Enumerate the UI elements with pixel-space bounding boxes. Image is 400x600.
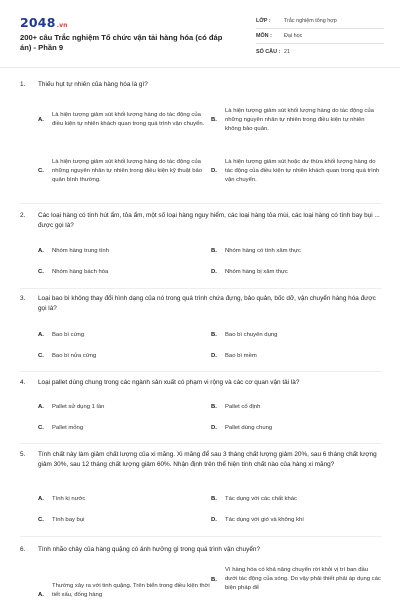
option-text: Bao bì cứng [52, 331, 85, 338]
option-text: Nhóm hàng bách hóa [52, 268, 109, 275]
option-text: Là hiện tượng giảm sút khối lượng hàng do tác động của điều kiện tự nhiên khách quan trong quá trình vận chuyển. [52, 112, 205, 127]
question-number: 1. [20, 81, 26, 88]
question-text: Tính nhão chảy của hàng quặng có ảnh hưởng gì trong quá trình vận chuyển? [38, 546, 261, 553]
option-letter: D. [211, 352, 217, 359]
answer-option-c[interactable] [38, 351, 210, 361]
meta-key: LỚP : [256, 18, 271, 24]
answer-option-b[interactable] [211, 402, 381, 412]
answer-option-b[interactable] [211, 330, 381, 340]
option-text: Vì hàng hóa có khả năng chuyển rời khỏi vị trí ban đầu dưới tác động của sóng. Do vậy phải thiết phải áp dụng các biện pháp để [225, 567, 381, 591]
option-letter: B. [211, 403, 217, 410]
question-1 [20, 80, 380, 90]
option-text: Tác dụng với gió và không khí [225, 516, 304, 523]
question-separator [20, 536, 382, 537]
question-5 [20, 450, 380, 470]
option-letter: B. [211, 577, 217, 583]
option-text: Pallet mỏng [52, 424, 84, 431]
answer-option-d[interactable] [211, 351, 381, 361]
question-text: Các loại hàng có tính hút ẩm, tỏa ẩm, một số loại hàng nguy hiểm, các loại hàng tỏa mùi, các loại hàng có tính bay bụi ... được gọi là? [38, 212, 380, 229]
option-text: Tác dụng với các chất khác [225, 495, 297, 502]
meta-value: 21 [284, 48, 290, 55]
question-number: 6. [20, 546, 26, 553]
question-text: Thiếu hụt tự nhiên của hàng hóa là gì? [38, 81, 148, 88]
option-text: Nhóm hàng trung tính [52, 247, 109, 254]
site-logo[interactable] [20, 15, 68, 30]
option-letter: D. [211, 516, 217, 523]
option-letter: B. [211, 116, 217, 123]
question-text: Loại bao bì không thay đổi hình dạng của nó trong quá trình chứa đựng, bảo quản, bốc dỡ, vận chuyển hàng hóa được gọi là? [38, 295, 376, 312]
answer-option-a[interactable] [38, 330, 210, 340]
question-number: 2. [20, 212, 26, 219]
answer-option-a[interactable] [38, 246, 210, 256]
option-text: Tính kị nước [52, 495, 86, 502]
option-letter: A. [38, 592, 44, 598]
answer-option-b[interactable] [211, 102, 381, 138]
option-letter: C. [38, 352, 44, 359]
answer-option-d[interactable] [211, 515, 381, 525]
option-text: Bao bì mềm [225, 352, 257, 359]
answer-option-a[interactable] [38, 402, 210, 412]
answer-option-d[interactable] [211, 423, 381, 433]
question-2 [20, 211, 380, 231]
answer-option-a[interactable] [38, 102, 210, 138]
option-text: Nhóm hàng bị xâm thực [225, 268, 288, 275]
option-text: Nhóm hàng có tính xâm thực [225, 247, 301, 254]
answer-option-a[interactable] [38, 576, 210, 600]
option-letter: D. [211, 167, 217, 174]
option-letter: C. [38, 516, 44, 523]
meta-row-class [256, 14, 384, 29]
option-letter: A. [38, 403, 44, 410]
option-letter: B. [211, 495, 217, 502]
question-text: Loại pallet dùng chung trong các ngành sản xuất có phạm vi rộng và các cơ quan vận tải là? [38, 379, 300, 386]
answer-option-b[interactable] [211, 246, 381, 256]
answer-option-c[interactable] [38, 423, 210, 433]
option-text: Tính bay bụi [52, 516, 85, 523]
option-letter: A. [38, 116, 44, 123]
option-letter: C. [38, 167, 44, 174]
option-letter: B. [211, 247, 217, 254]
question-separator [20, 288, 382, 289]
question-text: Tính chất này làm giảm chất lượng của xi măng. Xi măng để sau 3 tháng chất lượng giảm 20%, sau 6 tháng chất lượng giảm 30%, sau 12 tháng chất lượng giảm 60%. Nhận định trên thể hiện tính chất nào của hàng xi măng? [38, 451, 377, 468]
option-letter: D. [211, 424, 217, 431]
answer-option-c[interactable] [38, 267, 210, 277]
question-number: 3. [20, 295, 26, 302]
option-text: Thường xảy ra với tinh quặng. Trên biển trong điều kiện thời tiết xấu, đống hàng [52, 583, 210, 598]
meta-row-subject [256, 29, 384, 44]
option-text: Pallet dùng chung [225, 424, 273, 431]
question-4 [20, 378, 380, 388]
question-number: 5. [20, 451, 26, 458]
answer-option-d[interactable] [211, 267, 381, 277]
logo-suffix: .vn [56, 22, 68, 29]
question-separator [20, 443, 382, 444]
option-letter: C. [38, 268, 44, 275]
question-6 [20, 545, 380, 555]
answer-option-d[interactable] [211, 148, 381, 194]
document-meta [256, 14, 384, 59]
question-separator [20, 203, 382, 204]
answer-option-b[interactable] [211, 494, 381, 504]
answer-option-c[interactable] [38, 515, 210, 525]
document-title: 200+ câu Trắc nghiệm Tổ chức vận tải hàng hóa (có đáp án) - Phần 9 [20, 33, 223, 52]
answer-option-b[interactable] [211, 566, 381, 600]
answer-option-a[interactable] [38, 494, 210, 504]
option-letter: A. [38, 247, 44, 254]
option-text: Pallet cố định [225, 403, 261, 410]
question-3 [20, 294, 380, 314]
answer-option-c[interactable] [38, 148, 210, 194]
meta-value: Đại học [284, 33, 303, 39]
option-letter: A. [38, 331, 44, 338]
option-text: Bao bì nửa cứng [52, 352, 97, 359]
option-text: Là hiện tượng giảm sút khối lượng hàng do tác động của những nguyên nhân tự nhiên trong điều kiện tự nhiên không bảo quản. [225, 107, 374, 132]
meta-value: Trắc nghiệm tổng hợp [284, 18, 337, 24]
meta-row-count [256, 44, 384, 59]
header-divider [0, 67, 400, 68]
option-text: Bao bì chuyên dụng [225, 331, 278, 338]
question-separator [20, 371, 382, 372]
option-letter: D. [211, 268, 217, 275]
option-letter: B. [211, 331, 217, 338]
option-text: Pallet sử dụng 1 lần [52, 403, 105, 410]
option-letter: A. [38, 495, 44, 502]
meta-key: SỐ CÂU : [256, 48, 281, 55]
document-header [20, 14, 382, 64]
question-number: 4. [20, 379, 26, 386]
meta-key: MÔN : [256, 33, 272, 39]
option-letter: C. [38, 424, 44, 431]
logo-main: 2048 [20, 15, 56, 30]
option-text: Là hiện tượng giảm sút khối lượng hàng do tác động của những nguyên nhân tự nhiên trong điều kiện kỹ thuật bảo quản bình thường. [52, 158, 203, 183]
option-text: Là hiện tượng giảm sút hoặc dư thừa khối lượng hàng do tác động của điều kiện tự nhiên khách quan trong quá trình vận chuyển. [225, 158, 380, 183]
